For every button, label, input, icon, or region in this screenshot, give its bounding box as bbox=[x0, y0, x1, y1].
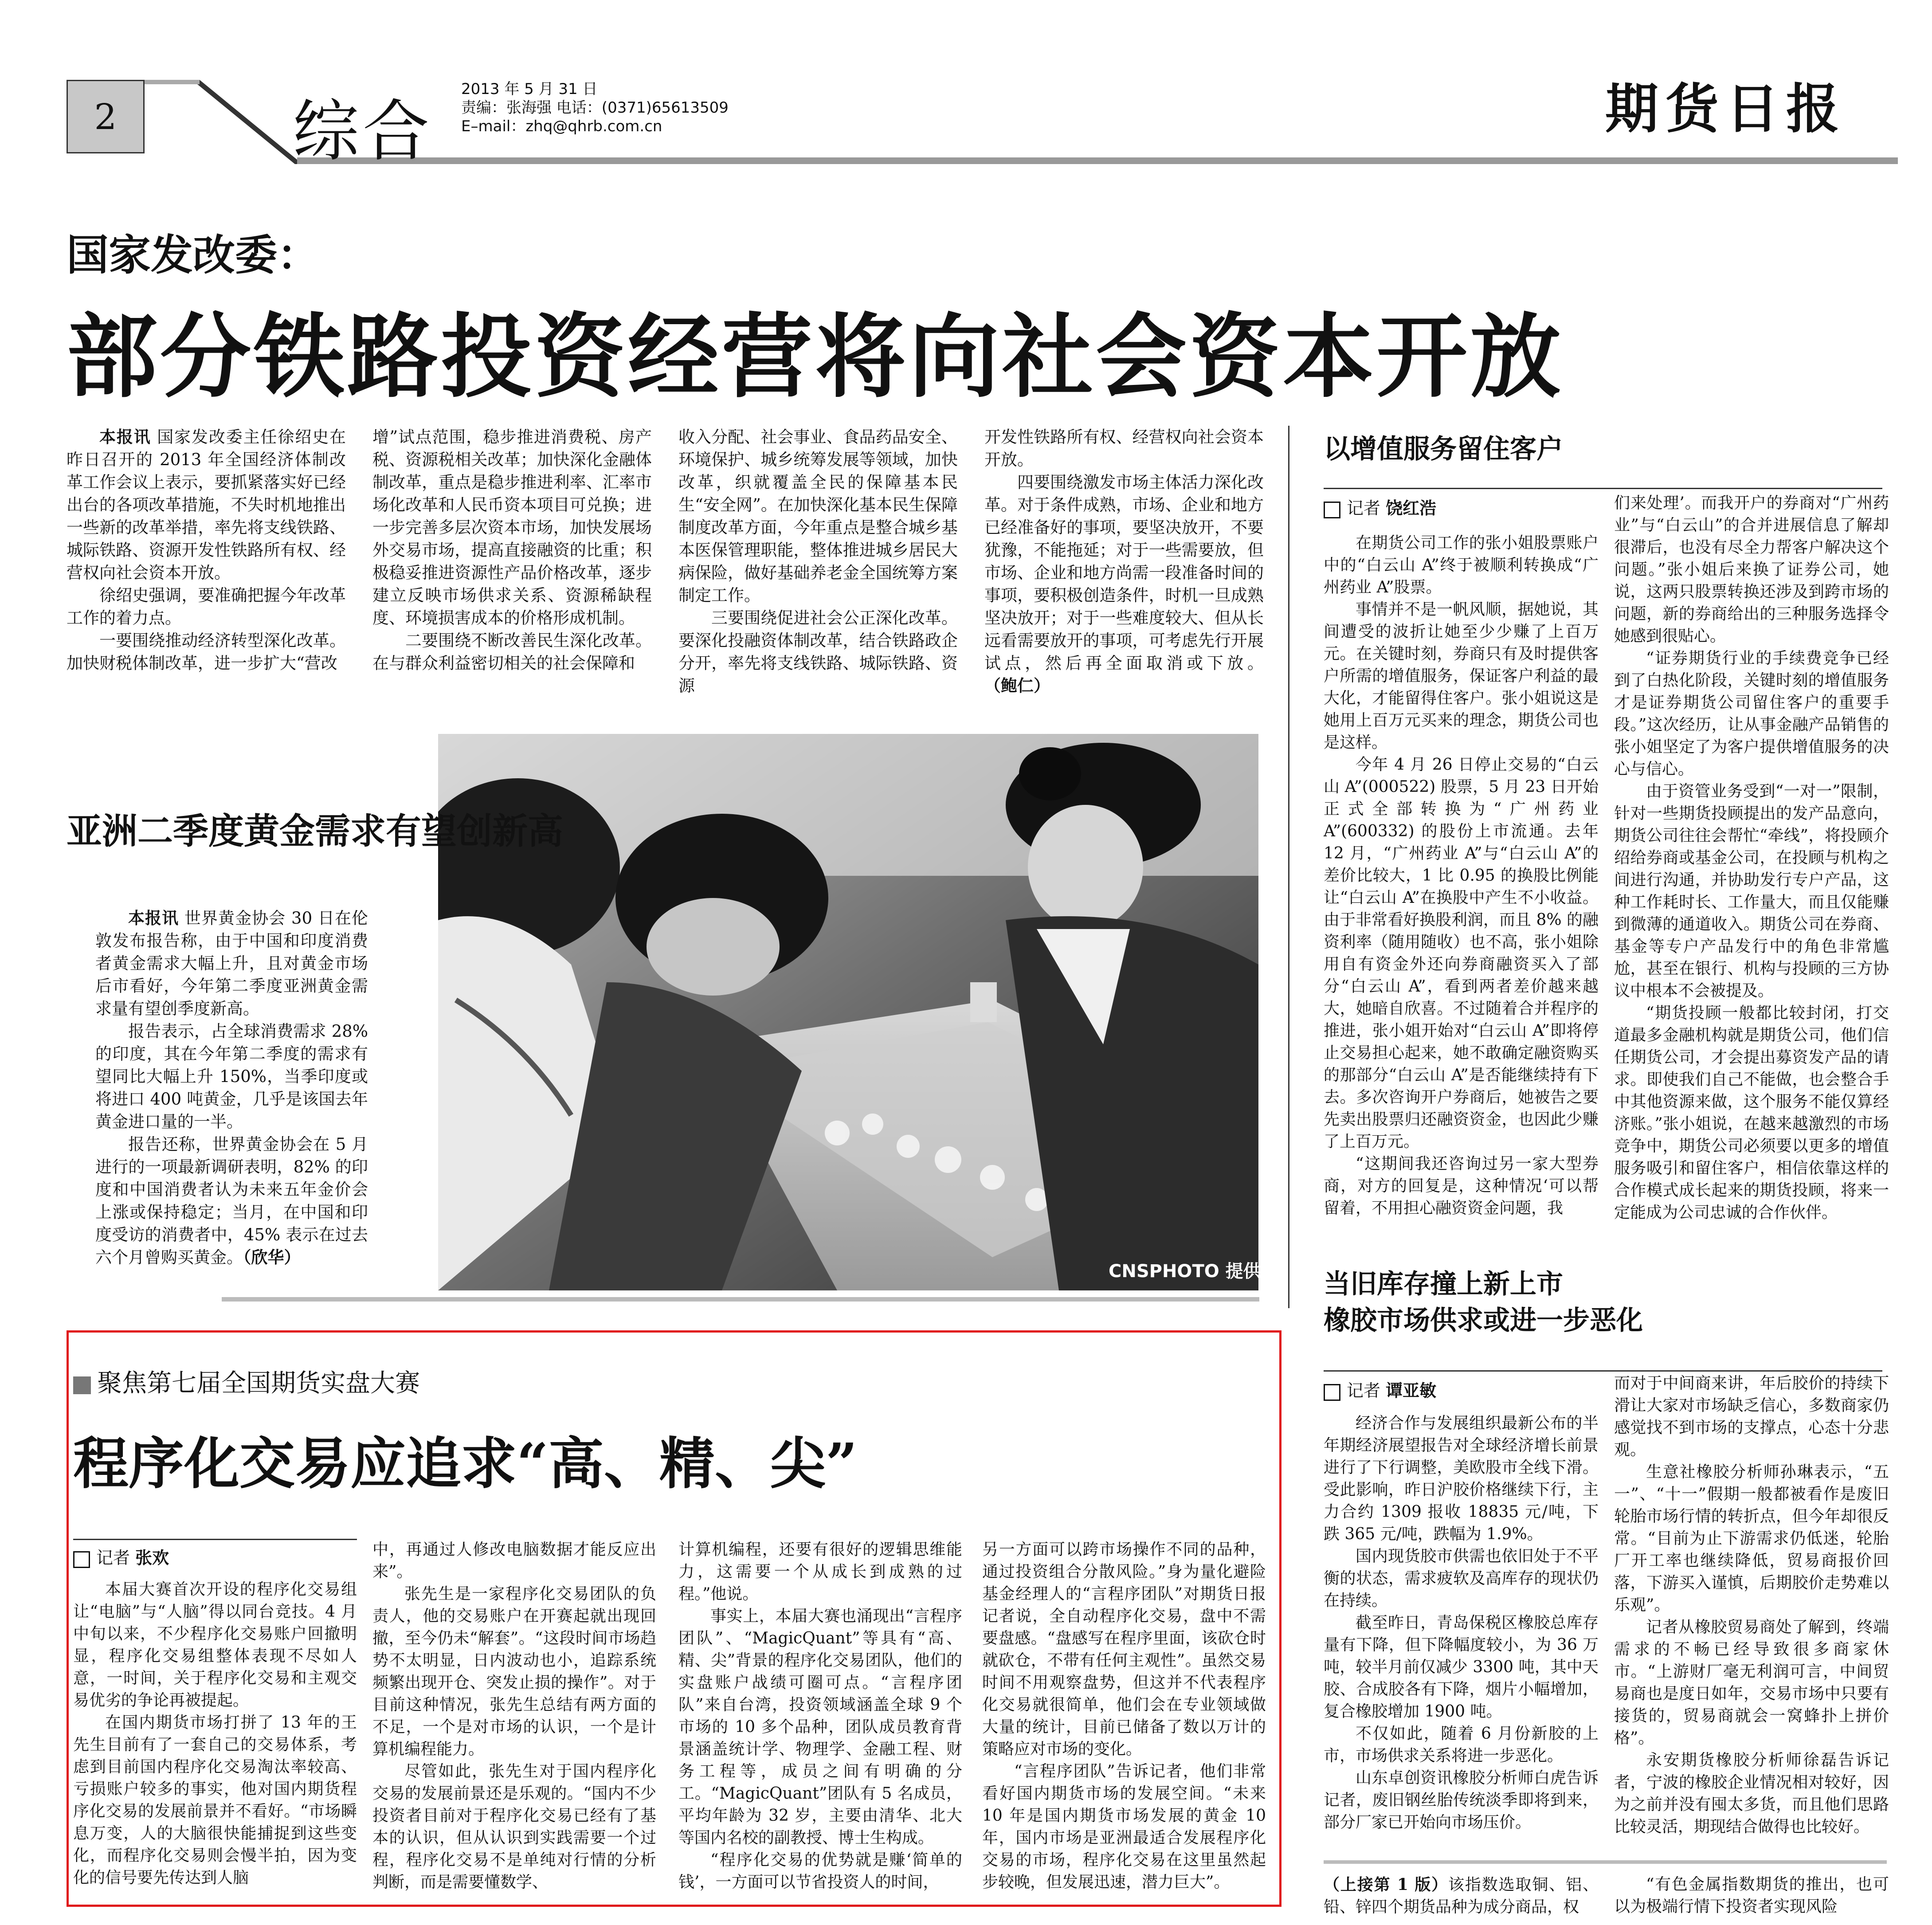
reporter-box-icon bbox=[73, 1551, 90, 1568]
paragraph: 尽管如此，张先生对于国内程序化交易的发展前景还是乐观的。“国内不少投资者目前对于程序化交易已经有了基本的认识，但从认识到实践需要一个过程，程序化交易不是单纯对行情的分析判断，而是需要懂数学、 bbox=[372, 1762, 656, 1891]
right-story-1-col-1 bbox=[1324, 532, 1599, 1219]
paragraph: 徐绍史强调，要准确把握今年改革工作的着力点。 bbox=[67, 586, 346, 627]
paragraph: 生意社橡胶分析师孙琳表示，“五一”、“十一”假期一般都被看作是废旧轮胎市场行情的转折点，但今年却很反常。“目前为止下游需求仍低迷，轮胎厂开工率也继续降低，贸易商报价回落，下游买入谨慎，后期胶价走势难以乐观”。 bbox=[1614, 1463, 1889, 1614]
continued-col-2 bbox=[1614, 1874, 1889, 1918]
main-col-1 bbox=[67, 426, 346, 674]
reporter-credit: 记者 谭亚敏 bbox=[1324, 1377, 1436, 1401]
paragraph: 截至昨日，青岛保税区橡胶总库存量有下降，但下降幅度较小，为 36 万吨，较半月前仅减少 3300 吨，其中天胶、合成胶各有下降，烟片小幅增加，复合橡胶增加 1900 吨。 bbox=[1324, 1614, 1599, 1721]
paragraph: “程序化交易的优势就是赚‘简单的钱’，一方面可以节省投资人的时间， bbox=[678, 1851, 962, 1891]
paragraph: 四要围绕激发市场主体活力深化改革。对于条件成熟，市场、企业和地方已经准备好的事项，要坚决放开，不要犹豫，不能拖延；对于一些需要放，但市场、企业和地方尚需一段准备时间的事项，要积极创造条件，时机一旦成熟坚决放开；对于一些难度较大、但从长远看需要放开的事项，可考虑先行开展试点，然后再全面取消或下放。（鲍仁） bbox=[984, 473, 1264, 695]
section-separator bbox=[222, 1297, 1259, 1302]
paragraph: 经济合作与发展组织最新公布的半年期经济展望报告对全球经济增长前景进行了下行调整，美欧股市全线下滑。受此影响，昨日沪胶价格继续下行，主力合约 1309 报收 18835 元/吨，下跌 365 元/吨，跌幅为 1.9%。 bbox=[1324, 1414, 1599, 1543]
right-story-2-col-2 bbox=[1614, 1372, 1889, 1838]
paragraph: 张先生是一家程序化交易团队的负责人，他的交易账户在开赛起就出现回撤，至今仍未“解套”。“这段时间市场趋势不太明显，日内波动也小，追踪系统频繁出现开仓、突发止损的操作”。对于目前这种情况，张先生总结有两方面的不足，一个是对市场的认识，一个是计算机编程能力。 bbox=[372, 1585, 656, 1758]
main-col-4 bbox=[984, 426, 1264, 697]
byline-signature: （欣华） bbox=[243, 1247, 301, 1267]
paragraph: “言程序团队”告诉记者，他们非常看好国内期货市场的发展空间。“未来 10 年是国内期货市场发展的黄金 10 年，国内市场是亚洲最适合发展程序化交易的市场，程序化交易在这里虽然起步较晚，但发展迅速，潜力巨大”。 bbox=[982, 1762, 1266, 1891]
paragraph: 永安期货橡胶分析师徐磊告诉记者，宁波的橡胶企业情况相对较好，因为之前并没有囤太多货，而且他们思路比较灵活，期现结合做得也比较好。 bbox=[1614, 1751, 1889, 1836]
gold-headline: 亚洲二季度黄金需求有望创新高 bbox=[67, 811, 563, 852]
reporter-credit: 记者 饶红浩 bbox=[1324, 494, 1436, 519]
paragraph: 在国内期货市场打拼了 13 年的王先生目前有了一套自己的交易体系，考虑到目前国内程序化交易淘汰率较高、亏损账户较多的事实，他对国内期货程序化交易的发展前景并不看好。“市场瞬息万变，人的大脑很快能捕捉到这些变化，而程序化交易则会慢半拍，因为变化的信号要先传达到人脑 bbox=[73, 1713, 357, 1887]
paragraph: 三要围绕促进社会公正深化改革。要深化投融资体制改革，结合铁路政企分开，率先将支线铁路、城际铁路、资源 bbox=[678, 608, 958, 695]
reporter-credit: 记者 张欢 bbox=[73, 1544, 169, 1568]
paragraph: 本届大赛首次开设的程序化交易组让“电脑”与“人脑”得以同台竞技。4 月中旬以来，不少程序化交易账户回撤明显，程序化交易组整体表现不尽如人意，一时间，关于程序化交易和主观交易优劣的争论再被提起。 bbox=[73, 1580, 357, 1709]
header-meta bbox=[461, 80, 729, 136]
paragraph: 开发性铁路所有权、经营权向社会资本开放。 bbox=[984, 427, 1264, 469]
feature-col-2 bbox=[372, 1539, 656, 1894]
paragraph: 报告还称，世界黄金协会在 5 月进行的一项最新调研表明，82% 的印度和中国消费者认为未来五年金价会上涨或保持稳定；当月，在中国和印度受访的消费者中，45% 表示在过去六个月曾购买黄金。（欣华） bbox=[95, 1135, 368, 1267]
section-separator bbox=[1324, 1860, 1887, 1864]
page-number: 2 bbox=[67, 80, 145, 153]
main-kicker: 国家发改委： bbox=[67, 231, 320, 280]
feature-kicker: 聚焦第七届全国期货实盘大赛 bbox=[73, 1364, 420, 1399]
right-story-2-col-1 bbox=[1324, 1412, 1599, 1834]
paragraph: 山东卓创资讯橡胶分析师白虎告诉记者，废旧钢丝胎传统淡季即将到来，部分厂家已开始向市场压价。 bbox=[1324, 1769, 1599, 1831]
feature-col-4 bbox=[982, 1539, 1266, 1894]
paragraph: 本报讯 世界黄金协会 30 日在伦敦发布报告称，由于中国和印度消费者黄金需求大幅上升，且对黄金市场后市看好，今年第二季度亚洲黄金需求量有望创季度新高。 bbox=[95, 908, 368, 1018]
issue-date: 2013 年 5 月 31 日 bbox=[461, 80, 598, 98]
paragraph: （上接第 1 版）该指数选取铜、铝、铅、锌四个期货品种为成分商品，权 bbox=[1324, 1875, 1599, 1916]
paragraph: 由于资管业务受到“一对一”限制，针对一些期货投顾提出的发产品意向，期货公司往往会帮忙“牵线”，将投顾介绍给券商或基金公司，在投顾与机构之间进行沟通，并协助发行专户产品，这种工作耗时长、工作量大，而且仅能赚到微薄的通道收入。期货公司在券商、基金等专户产品发行中的角色非常尴尬，甚至在银行、机构与投顾的三方协议中根本不会被提及。 bbox=[1614, 782, 1889, 1000]
gold-story-body bbox=[95, 907, 368, 1269]
paragraph: 计算机编程，还要有很好的逻辑思维能力，这需要一个从成长到成熟的过程。”他说。 bbox=[678, 1541, 962, 1603]
headline-rule bbox=[1324, 1370, 1882, 1372]
paragraph: 二要围绕不断改善民生深化改革。在与群众利益密切相关的社会保障和 bbox=[372, 631, 652, 673]
paragraph: 增”试点范围，稳步推进消费税、房产税、资源税相关改革；加快深化金融体制改革，重点是稳步推进利率、汇率市场化改革和人民币资本项目可兑换；进一步完善多层次资本市场，加快发展场外交易市场，提高直接融资的比重；积极稳妥推进资源性产品价格改革，逐步建立反映市场供求关系、资源稀缺程度、环境损害成本的价格形成机制。 bbox=[372, 427, 652, 627]
headline-rule bbox=[73, 1539, 357, 1540]
paragraph: 在期货公司工作的张小姐股票账户中的“白云山 A”终于被顺利转换成“广州药业 A”股票。 bbox=[1324, 534, 1599, 596]
column-divider bbox=[1288, 426, 1289, 1308]
paragraph: “期货投顾一般都比较封闭，打交道最多金融机构就是期货公司，他们信任期货公司，才会提出募资发产品的请求。即使我们自己不能做，也会整合手中其他资源来做，这个服务不能仅算经济账。”张小姐说，在越来越激烈的市场竞争中，期货公司必须要以更多的增值服务吸引和留住客户，相信依靠这样的合作模式成长起来的期货投顾，将来一定能成为公司忠诚的合作伙伴。 bbox=[1614, 1004, 1889, 1222]
byline-signature: （鲍仁） bbox=[984, 676, 1050, 695]
right-story-2-headline: 当旧库存撞上新上市 橡胶市场供求或进一步恶化 bbox=[1324, 1269, 1643, 1336]
paragraph: 本报讯 国家发改委主任徐绍史在昨日召开的 2013 年全国经济体制改革工作会议上表示，要抓紧落实好已经出台的各项改革措施，不失时机地推出一些新的改革举措，率先将支线铁路、城际铁路、资源开发性铁路所有权、经营权向社会资本开放。 bbox=[67, 427, 346, 582]
square-bullet-icon bbox=[73, 1376, 91, 1394]
paragraph: “证券期货行业的手续费竞争已经到了白热化阶段，关键时刻的增值服务才是证券期货公司留住客户的重要手段。”这次经历，让从事金融产品销售的张小姐坚定了为客户提供增值服务的决心与信心。 bbox=[1614, 649, 1889, 778]
reporter-box-icon bbox=[1324, 502, 1340, 518]
paragraph: 不仅如此，随着 6 月份新胶的上市，市场供求关系将进一步恶化。 bbox=[1324, 1725, 1599, 1765]
right-story-1-headline: 以增值服务留住客户 bbox=[1324, 434, 1563, 465]
paragraph: 另一方面可以跨市场操作不同的品种，通过投资组合分散风险。”身为量化避险基金经理人的“言程序团队”对期货日报记者说，全自动程序化交易，盘中不需要盘感。“盘感写在程序里面，该砍仓时就砍仓，不带有任何主观性”。虽然交易时间不用观察盘势，但这并不代表程序化交易就很简单，他们会在专业领域做大量的统计，目前已储备了数以万计的策略应对市场的变化。 bbox=[982, 1541, 1266, 1758]
paper-logo: 期货日报 bbox=[1605, 78, 1846, 140]
editor-email: E–mail：zhq@qhrb.com.cn bbox=[461, 118, 662, 135]
paragraph: 记者从橡胶贸易商处了解到，终端需求的不畅已经导致很多商家休市。“上游财厂毫无利润可言，中间贸易商也是度日如年，交易市场中只要有接货的，贸易商就会一窝蜂扑上拼价格”。 bbox=[1614, 1618, 1889, 1747]
editor-info: 责编：张海强 电话：(0371)65613509 bbox=[461, 99, 729, 117]
continued-col-1 bbox=[1324, 1874, 1599, 1918]
paragraph: 报告表示，占全球消费需求 28% 的印度，其在今年第二季度的需求有望同比大幅上升 150%，当季印度或将进口 400 吨黄金，几乎是该国去年黄金进口量的一半。 bbox=[95, 1022, 368, 1131]
photo-credit: CNSPHOTO 提供 bbox=[1109, 1261, 1261, 1282]
reporter-box-icon bbox=[1324, 1384, 1340, 1401]
paragraph: 一要围绕推动经济转型深化改革。加快财税体制改革，进一步扩大“营改 bbox=[67, 631, 346, 673]
feature-col-3 bbox=[678, 1539, 962, 1894]
main-col-2 bbox=[372, 426, 652, 674]
headline-rule bbox=[1324, 488, 1882, 489]
paragraph: 收入分配、社会事业、食品药品安全、环境保护、城乡统筹发展等领域，加快改革，织就覆盖全民的保障基本民生“安全网”。在加快深化基本民生保障制度改革方面，今年重点是整合城乡基本医保管理职能，整体推进城乡居民大病保险，做好基础养老金全国统筹方案制定工作。 bbox=[678, 427, 958, 605]
paragraph: 事实上，本届大赛也涌现出“言程序团队”、“MagicQuant”等具有“高、精、尖”背景的程序化交易团队，他们的实盘账户战绩可圈可点。“言程序团队”来自台湾，投资领域涵盖全球 9 个市场的 10 多个品种，团队成员教育背景涵盖统计学、物理学、金融工程、财务工程等，成员之间有明确的分工。“MagicQuant”团队有 5 名成员，平均年龄为 32 岁，主要由清华、北大等国内名校的副教授、博士生构成。 bbox=[678, 1607, 962, 1847]
main-col-3 bbox=[678, 426, 958, 697]
feature-headline: 程序化交易应追求“高、精、尖” bbox=[73, 1431, 858, 1496]
paragraph: 中，再通过人修改电脑数据才能反应出来”。 bbox=[372, 1541, 656, 1581]
paragraph: 而对于中间商来讲，年后胶价的持续下滑让大家对市场缺乏信心，多数商家仍感觉找不到市场的支撑点，心态十分悲观。 bbox=[1614, 1374, 1889, 1459]
paragraph: “这期间我还咨询过另一家大型券商，对方的回复是，这种情况‘可以帮留着，不用担心融资资金问题，我 bbox=[1324, 1155, 1599, 1217]
right-story-1-col-2 bbox=[1614, 492, 1889, 1224]
main-headline: 部分铁路投资经营将向社会资本开放 bbox=[67, 305, 1564, 410]
paragraph: 们来处理’。而我开户的券商对“广州药业”与“白云山”的合并进展信息了解却很滞后，也没有尽全力帮客户解决这个问题。”张小姐后来换了证券公司，她说，这两只股票转换还涉及到跨市场的问题，新的券商给出的三种服务选择令她感到很贴心。 bbox=[1614, 494, 1889, 645]
feature-col-1 bbox=[73, 1579, 357, 1889]
paragraph: 今年 4 月 26 日停止交易的“白云山 A”(000522) 股票，5 月 23 日开始正式全部转换为“广州药业 A”(600332) 的股份上市流通。去年 12 月，“广州药业 A”与“白云山 A”的差价比较大，1 比 0.95 的换股比例能让“白云山 A”在换股中产生不小收益。由于非常看好换股利润，而且 8% 的融资利率（随用随收）也不高，张小姐除用自有资金外还向券商融资买入了部分“白云山 A”，看到两者差价越来越大，她暗自欣喜。不过随着合并程序的推进，张小姐开始对“白云山 A”即将停止交易担心起来，她不敢确定融资购买的那部分“白云山 A”是否能继续持有下去。多次咨询开户券商后，她被告之要先卖出股票归还融资资金，也因此少赚了上百万元。 bbox=[1324, 756, 1599, 1151]
paragraph: 事情并不是一帆风顺，据她说，其间遭受的波折让她至少少赚了上百万元。在关键时刻，券商只有及时提供客户所需的增值服务，保证客户利益的最大化，才能留得住客户。张小姐说这是她用上百万元买来的理念，期货公司也是这样。 bbox=[1324, 600, 1599, 752]
section-name: 综合 bbox=[293, 93, 433, 170]
paragraph: 国内现货胶市供需也依旧处于不平衡的状态，需求疲软及高库存的现状仍在持续。 bbox=[1324, 1547, 1599, 1610]
paragraph: “有色金属指数期货的推出，也可以为极端行情下投资者实现风险 bbox=[1614, 1875, 1889, 1916]
